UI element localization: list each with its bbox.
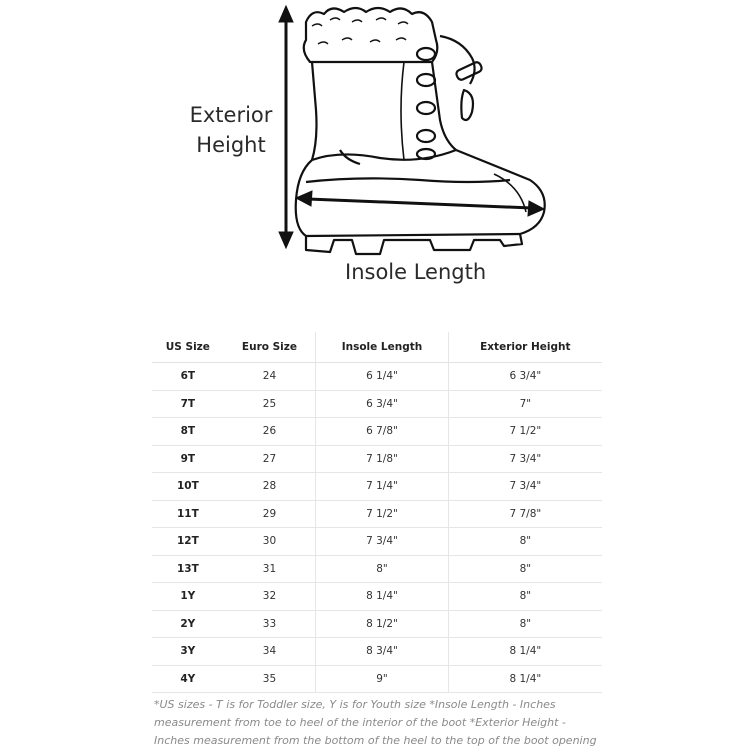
insole-length-arrow (296, 191, 544, 216)
euro-size-cell: 27 (224, 445, 316, 473)
exterior-height-cell: 7 1/2" (448, 418, 602, 446)
exterior-height-cell: 6 3/4" (448, 363, 602, 391)
euro-size-cell: 29 (224, 500, 316, 528)
euro-size-cell: 35 (224, 665, 316, 693)
size-chart-table (152, 332, 602, 693)
exterior-height-label (186, 100, 276, 160)
us-size-cell: 13T (152, 555, 224, 583)
exterior-height-cell: 8" (448, 610, 602, 638)
euro-size-cell: 30 (224, 528, 316, 556)
euro-size-cell: 34 (224, 638, 316, 666)
euro-size-cell: 32 (224, 583, 316, 611)
insole-length-cell: 8 1/4" (316, 583, 448, 611)
table-row (152, 555, 602, 583)
us-size-cell: 3Y (152, 638, 224, 666)
insole-length-cell: 8" (316, 555, 448, 583)
euro-size-cell: 25 (224, 390, 316, 418)
boot-illustration (0, 0, 750, 300)
exterior-height-cell: 7" (448, 390, 602, 418)
table-row (152, 528, 602, 556)
insole-length-cell: 6 1/4" (316, 363, 448, 391)
boot-outline (296, 8, 545, 254)
us-size-cell: 4Y (152, 665, 224, 693)
us-size-cell: 9T (152, 445, 224, 473)
table-row (152, 610, 602, 638)
euro-size-cell: 24 (224, 363, 316, 391)
header-insole-length: Insole Length (316, 332, 448, 363)
us-size-cell: 1Y (152, 583, 224, 611)
exterior-height-cell: 8" (448, 583, 602, 611)
euro-size-cell: 33 (224, 610, 316, 638)
insole-length-cell: 8 3/4" (316, 638, 448, 666)
insole-length-cell: 6 3/4" (316, 390, 448, 418)
us-size-cell: 8T (152, 418, 224, 446)
table-row (152, 418, 602, 446)
us-size-cell: 7T (152, 390, 224, 418)
us-size-cell: 12T (152, 528, 224, 556)
euro-size-cell: 26 (224, 418, 316, 446)
table-row (152, 390, 602, 418)
euro-size-cell: 31 (224, 555, 316, 583)
insole-length-cell: 7 1/4" (316, 473, 448, 501)
exterior-height-cell: 8" (448, 555, 602, 583)
header-exterior-height: Exterior Height (448, 332, 602, 363)
us-size-cell: 2Y (152, 610, 224, 638)
exterior-height-cell: 8 1/4" (448, 638, 602, 666)
exterior-height-cell: 7 7/8" (448, 500, 602, 528)
table-row (152, 363, 602, 391)
size-footnote: *US sizes - T is for Toddler size, Y is for Youth size *Insole Length - Inches measurement from toe to heel of the interior of the boot *Exterior Height - Inches measurement from the bottom of the heel to the top of the boot opening (154, 698, 597, 747)
exterior-height-label-line2: Height (196, 133, 266, 157)
exterior-height-cell: 7 3/4" (448, 473, 602, 501)
exterior-height-cell: 7 3/4" (448, 445, 602, 473)
insole-length-cell: 7 3/4" (316, 528, 448, 556)
header-euro-size: Euro Size (224, 332, 316, 363)
boot-diagram (0, 0, 750, 300)
header-us-size: US Size (152, 332, 224, 363)
exterior-height-arrow (279, 6, 293, 248)
insole-length-cell: 8 1/2" (316, 610, 448, 638)
insole-length-cell: 7 1/8" (316, 445, 448, 473)
insole-length-cell: 6 7/8" (316, 418, 448, 446)
us-size-cell: 6T (152, 363, 224, 391)
us-size-cell: 10T (152, 473, 224, 501)
exterior-height-cell: 8 1/4" (448, 665, 602, 693)
table-row (152, 500, 602, 528)
insole-length-cell: 7 1/2" (316, 500, 448, 528)
us-size-cell: 11T (152, 500, 224, 528)
euro-size-cell: 28 (224, 473, 316, 501)
table-row (152, 473, 602, 501)
table-row (152, 445, 602, 473)
insole-length-label: Insole Length (345, 260, 487, 284)
table-row (152, 583, 602, 611)
insole-length-cell: 9" (316, 665, 448, 693)
table-row (152, 665, 602, 693)
table-row (152, 638, 602, 666)
exterior-height-label-line1: Exterior (189, 103, 273, 127)
exterior-height-cell: 8" (448, 528, 602, 556)
table-header-row (152, 332, 602, 363)
